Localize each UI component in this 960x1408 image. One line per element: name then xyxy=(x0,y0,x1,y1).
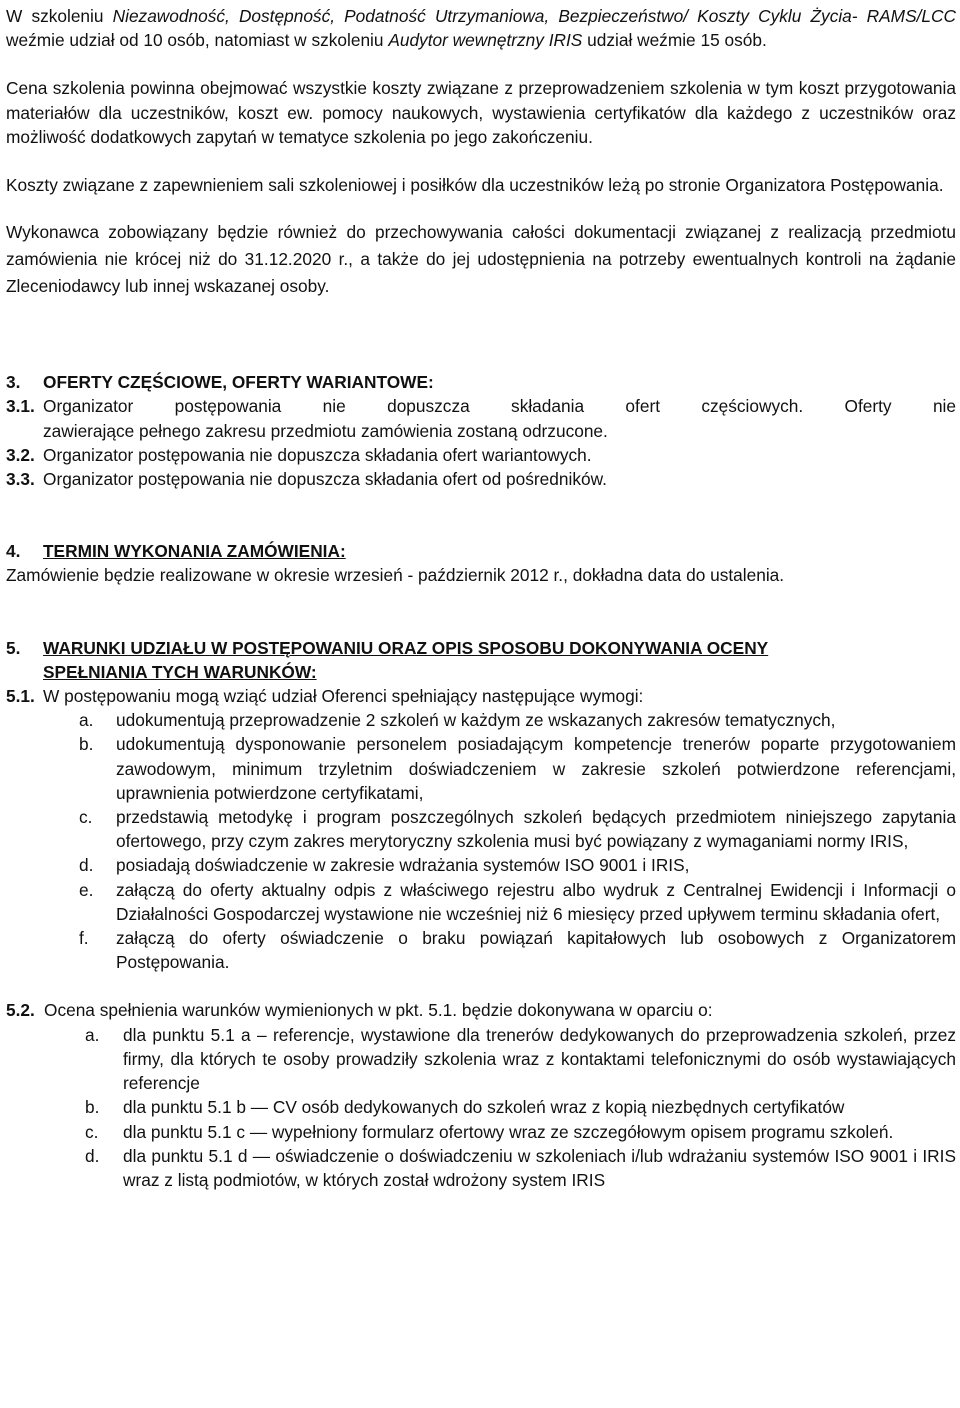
list-text: załączą do oferty aktualny odpis z właściwego rejestru albo wydruk z Centralnej Ewidencji i Informacji o Działalności Gospodarczej wystawione nie wcześniej niż 6 miesięcy przed upływem terminu składania ofert, xyxy=(116,879,956,924)
item-5-1 xyxy=(6,684,956,708)
section-title: TERMIN WYKONANIA ZAMÓWIENIA: xyxy=(43,541,346,562)
section-4-heading xyxy=(6,539,956,563)
item-3-3 xyxy=(6,467,956,491)
item-5-2 xyxy=(6,998,956,1022)
text-run: udział weźmie 15 osób. xyxy=(582,30,767,51)
section-title: SPEŁNIANIA TYCH WARUNKÓW: xyxy=(43,661,317,682)
item-text: Organizator postępowania nie dopuszcza składania ofert wariantowych. xyxy=(43,444,592,465)
list-key: c. xyxy=(85,1121,99,1142)
list-text: udokumentują przeprowadzenie 2 szkoleń w każdym ze wskazanych zakresów tematycznych, xyxy=(116,710,836,731)
list-text: udokumentują dysponowanie personelem posiadającym kompetencje trenerów poparte przygotowaniem zawodowym, minimum trzyletnim doświadczeniem w zakresie szkoleń potwierdzone referencjami, uprawnienia potwierdzone certyfikatami, xyxy=(116,734,956,803)
list-key: d. xyxy=(85,1145,100,1166)
list-key: b. xyxy=(85,1097,100,1118)
list-text: przedstawią metodykę i program poszczególnych szkoleń będących przedmiotem niniejszego zapytania ofertowego, przy czym zakres merytoryczny szkolenia musi być powiązany z wymaganiami normy IRIS, xyxy=(116,807,956,852)
item-number: 3.3. xyxy=(6,469,35,490)
document-page xyxy=(6,0,956,1192)
evaluation-list xyxy=(85,1023,956,1192)
list-text: dla punktu 5.1 b — CV osób dedykowanych do szkoleń wraz z kopią niezbędnych certyfikatów xyxy=(123,1097,845,1118)
item-number: 3.2. xyxy=(6,444,35,465)
paragraph-documentation: Wykonawca zobowiązany będzie również do przechowywania całości dokumentacji związanej z realizacją przedmiotu zamówienia nie krócej niż do 31.12.2020 r., a także do jej udostępnienia na potrzeby ewentualnych kontroli na żądanie Zleceniodawcy lub innej wskazanej osoby. xyxy=(6,222,956,297)
list-key: b. xyxy=(79,734,94,755)
list-text: dla punktu 5.1 c — wypełniony formularz ofertowy wraz ze szczegółowym opisem programu szkoleń. xyxy=(123,1121,894,1142)
list-key: d. xyxy=(79,855,94,876)
section-title: OFERTY CZĘŚCIOWE, OFERTY WARIANTOWE: xyxy=(43,372,434,393)
item-number: 5.2. xyxy=(6,1000,35,1021)
training-name-iris: Audytor wewnętrzny IRIS xyxy=(388,30,583,51)
list-item xyxy=(79,732,956,805)
paragraph-costs: Koszty związane z zapewnieniem sali szkoleniowej i posiłków dla uczestników leżą po stronie Organizatora Postępowania. xyxy=(6,175,944,196)
list-item xyxy=(85,1144,956,1192)
list-item xyxy=(79,853,956,877)
item-number: 5.1. xyxy=(6,686,35,707)
section-title: WARUNKI UDZIAŁU W POSTĘPOWANIU ORAZ OPIS SPOSOBU DOKONYWANIA OCENY xyxy=(43,637,769,658)
item-text-line: zawierające pełnego zakresu przedmiotu zamówienia zostaną odrzucone. xyxy=(43,420,608,441)
list-item xyxy=(79,926,956,974)
list-item xyxy=(79,805,956,853)
list-key: f. xyxy=(79,928,89,949)
paragraph-price: Cena szkolenia powinna obejmować wszystkie koszty związane z przeprowadzeniem szkolenia w tym koszt przygotowania materiałów dla uczestników, koszt ew. pomocy naukowych, wystawienia certyfikatów dla każdego z uczestników oraz możliwość dodatkowych zapytań w tematyce szkolenia po jego zakończeniu. xyxy=(6,78,956,147)
list-item xyxy=(85,1095,956,1119)
paragraph-participants xyxy=(6,4,956,52)
item-number: 3.1. xyxy=(6,396,35,417)
item-text: Organizator postępowania nie dopuszcza składania ofert od pośredników. xyxy=(43,469,607,490)
item-text-line: Organizator postępowania nie dopuszcza składania ofert częściowych. Oferty nie xyxy=(43,396,956,417)
training-name-rams: Niezawodność, Dostępność, Podatność Utrzymaniowa, Bezpieczeństwo/ Koszty Cyklu Życia- RAMS/LCC xyxy=(112,6,956,26)
section-number: 4. xyxy=(6,541,21,562)
text-run: W szkoleniu xyxy=(6,6,113,26)
requirements-list xyxy=(79,708,956,974)
list-item xyxy=(85,1023,956,1096)
section-number: 5. xyxy=(6,637,21,658)
text-run: weźmie udział od 10 osób, natomiast w szkoleniu xyxy=(6,30,389,51)
item-3-1 xyxy=(6,394,956,442)
list-key: a. xyxy=(79,710,94,731)
list-key: e. xyxy=(79,879,94,900)
list-text: dla punktu 5.1 d — oświadczenie o doświadczeniu w szkoleniach i/lub wdrażaniu systemów ISO 9001 i IRIS wraz z listą podmiotów, w których został wdrożony system IRIS xyxy=(123,1145,956,1190)
item-text xyxy=(43,394,956,442)
list-text: załączą do oferty oświadczenie o braku powiązań kapitałowych lub osobowych z Organizatorem Postępowania. xyxy=(116,928,956,973)
list-item xyxy=(79,878,956,926)
list-key: c. xyxy=(79,807,93,828)
item-3-2 xyxy=(6,443,956,467)
list-text: dla punktu 5.1 a – referencje, wystawione dla trenerów dedykowanych do przeprowadzenia szkoleń, przez firmy, dla których te osoby prowadziły szkolenia wraz z kontaktami telefonicznymi do osób wystawiających referencje xyxy=(123,1024,956,1094)
list-item xyxy=(85,1120,956,1144)
list-key: a. xyxy=(85,1024,100,1045)
list-item xyxy=(79,708,956,732)
section-number: 3. xyxy=(6,372,21,393)
item-text: W postępowaniu mogą wziąć udział Oferenci spełniający następujące wymogi: xyxy=(43,686,644,707)
list-text: posiadają doświadczenie w zakresie wdrażania systemów ISO 9001 i IRIS, xyxy=(116,855,690,876)
section-5-heading xyxy=(6,636,956,684)
section-4-text: Zamówienie będzie realizowane w okresie wrzesień - październik 2012 r., dokładna data do ustalenia. xyxy=(6,565,785,586)
section-3-heading xyxy=(6,370,956,394)
item-text: Ocena spełnienia warunków wymienionych w pkt. 5.1. będzie dokonywana w oparciu o: xyxy=(44,1000,713,1021)
